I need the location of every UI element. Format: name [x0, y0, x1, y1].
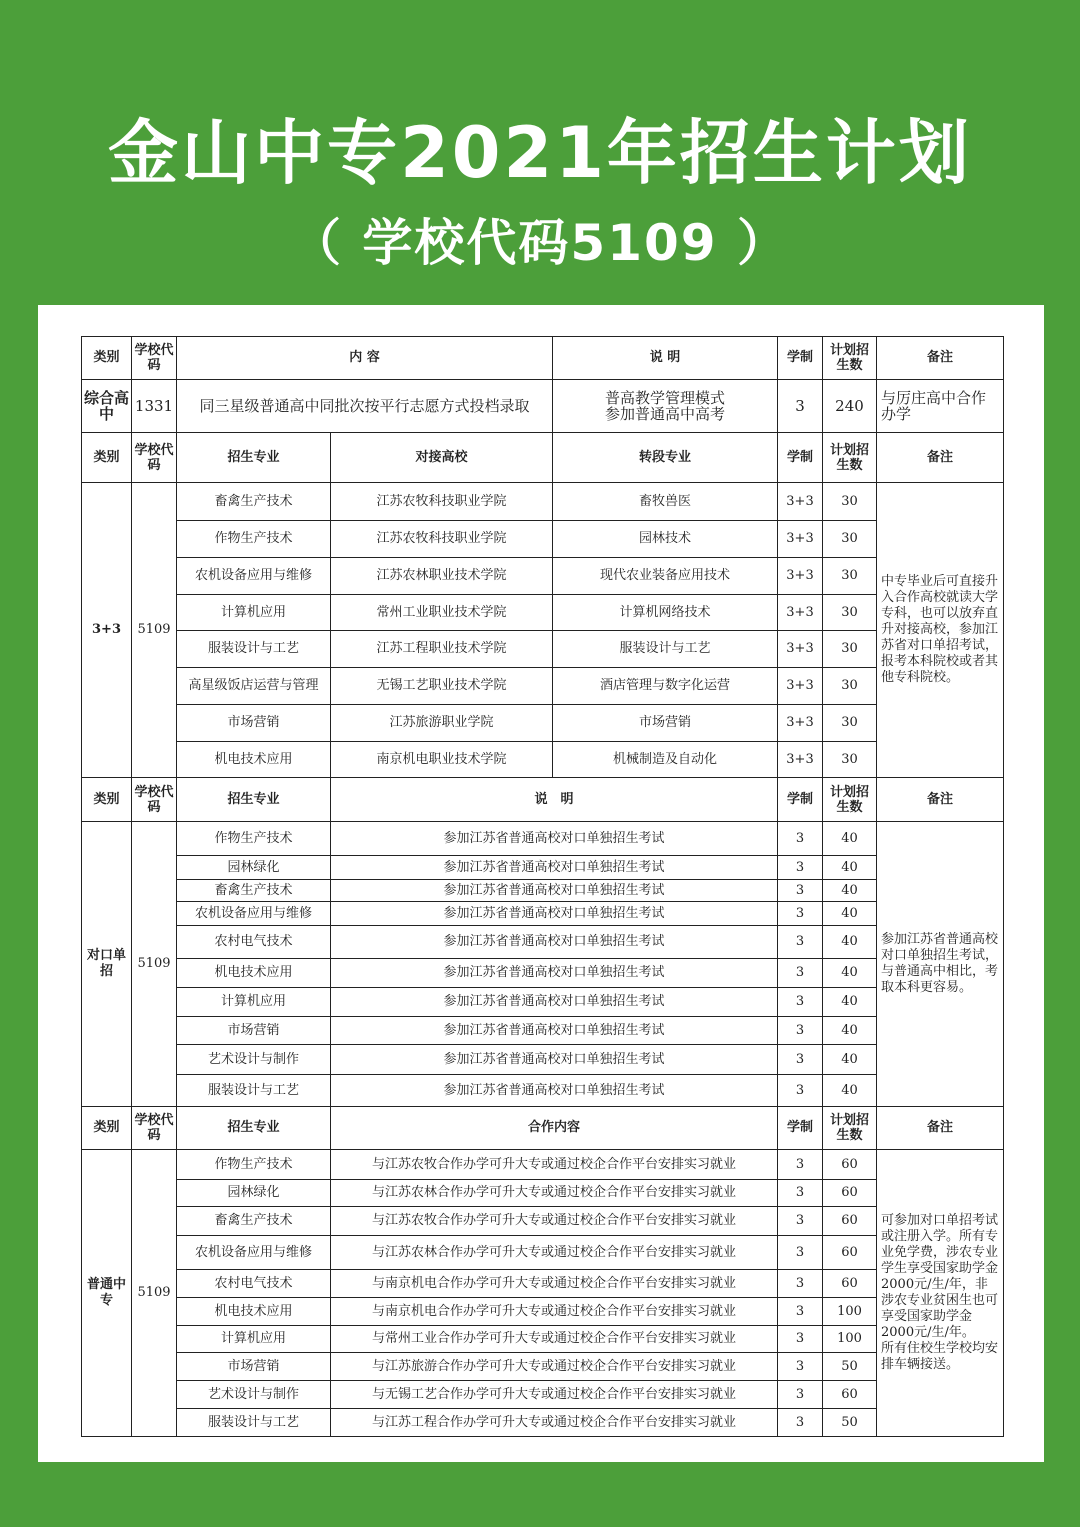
general-desc-line2: 参加普通高中高考 [604, 405, 725, 423]
plan-cell: 40 [823, 856, 877, 880]
header-row-general [82, 337, 1004, 380]
table-row [82, 1409, 1004, 1437]
plan-cell: 40 [823, 880, 877, 902]
major-cell: 机电技术应用 [177, 959, 331, 988]
plan-cell: 40 [823, 926, 877, 959]
header-years: 学制 [778, 1107, 823, 1150]
header-partner: 对接高校 [331, 433, 553, 483]
years-cell: 3 [778, 822, 823, 856]
partner-cell: 江苏农林职业技术学院 [331, 558, 553, 595]
table-row [82, 1236, 1004, 1270]
coop-cell: 与常州工业合作办学可升大专或通过校企合作平台安排实习就业 [331, 1326, 778, 1353]
major-cell: 畜禽生产技术 [177, 483, 331, 521]
general-desc [553, 380, 778, 433]
header-plan: 计划招生数 [823, 778, 877, 822]
major-cell: 市场营销 [177, 1017, 331, 1045]
general-remarks: 与厉庄高中合作办学 [877, 380, 1004, 433]
major-cell: 计算机应用 [177, 988, 331, 1017]
header-code: 学校代码 [132, 433, 177, 483]
plan-cell: 100 [823, 1326, 877, 1353]
table-row [82, 1353, 1004, 1381]
section-remarks: 参加江苏省普通高校对口单独招生考试，与普通高中相比，考取本科更容易。 [877, 822, 1004, 1107]
plan-cell: 40 [823, 988, 877, 1017]
table-row [82, 856, 1004, 880]
transfer-cell: 市场营销 [553, 705, 778, 742]
years-cell: 3+3 [778, 631, 823, 668]
page-subtitle: （ 学校代码5109 ） [291, 214, 789, 272]
major-cell: 畜禽生产技术 [177, 1207, 331, 1236]
plan-cell: 40 [823, 1017, 877, 1045]
section-remarks: 中专毕业后可直接升入合作高校就读大学专科，也可以放弃直升对接高校，参加江苏省对口单招考试，报考本科院校或者其他专科院校。 [877, 483, 1004, 778]
table-row [82, 822, 1004, 856]
header-major: 招生专业 [177, 778, 331, 822]
general-years: 3 [778, 380, 823, 433]
desc-cell: 参加江苏省普通高校对口单独招生考试 [331, 880, 778, 902]
header-row-pt [82, 1107, 1004, 1150]
transfer-cell: 计算机网络技术 [553, 595, 778, 631]
major-cell: 农机设备应用与维修 [177, 902, 331, 926]
years-cell: 3 [778, 1236, 823, 1270]
plan-cell: 40 [823, 1045, 877, 1075]
plan-cell: 40 [823, 822, 877, 856]
plan-cell: 30 [823, 631, 877, 668]
plan-cell: 30 [823, 558, 877, 595]
general-desc-line1: 普高教学管理模式 [604, 389, 725, 407]
coop-cell: 与江苏农牧合作办学可升大专或通过校企合作平台安排实习就业 [331, 1150, 778, 1180]
header-remarks: 备注 [877, 1107, 1004, 1150]
years-cell: 3 [778, 856, 823, 880]
section-remarks [877, 1150, 1004, 1437]
partner-cell: 常州工业职业技术学院 [331, 595, 553, 631]
header-content: 内 容 [177, 337, 553, 380]
years-cell: 3+3 [778, 742, 823, 778]
major-cell: 市场营销 [177, 1353, 331, 1381]
partner-cell: 江苏农牧科技职业学院 [331, 483, 553, 521]
plan-cell: 60 [823, 1150, 877, 1180]
years-cell: 3 [778, 1381, 823, 1409]
coop-cell: 与江苏农林合作办学可升大专或通过校企合作平台安排实习就业 [331, 1180, 778, 1207]
years-cell: 3 [778, 1017, 823, 1045]
major-cell: 农机设备应用与维修 [177, 1236, 331, 1270]
table-row [82, 1326, 1004, 1353]
years-cell: 3+3 [778, 483, 823, 521]
partner-cell: 江苏农牧科技职业学院 [331, 521, 553, 558]
desc-cell: 参加江苏省普通高校对口单独招生考试 [331, 822, 778, 856]
table-row [82, 1075, 1004, 1107]
major-cell: 艺术设计与制作 [177, 1381, 331, 1409]
header-years: 学制 [778, 433, 823, 483]
major-cell: 畜禽生产技术 [177, 880, 331, 902]
years-cell: 3 [778, 1207, 823, 1236]
enrollment-plan-table [81, 336, 1004, 1437]
years-cell: 3 [778, 1326, 823, 1353]
header-plan: 计划招生数 [823, 337, 877, 380]
section-category: 普通中专 [82, 1150, 132, 1437]
header-remarks: 备注 [877, 433, 1004, 483]
plan-cell: 40 [823, 902, 877, 926]
table-row [82, 1045, 1004, 1075]
section-category: 对口单招 [82, 822, 132, 1107]
table-row [82, 1017, 1004, 1045]
years-cell: 3 [778, 1150, 823, 1180]
header-category: 类别 [82, 1107, 132, 1150]
major-cell: 农机设备应用与维修 [177, 558, 331, 595]
years-cell: 3 [778, 1045, 823, 1075]
plan-cell: 100 [823, 1298, 877, 1326]
header-code: 学校代码 [132, 1107, 177, 1150]
years-cell: 3 [778, 902, 823, 926]
years-cell: 3 [778, 880, 823, 902]
major-cell: 作物生产技术 [177, 822, 331, 856]
general-code: 1331 [132, 380, 177, 433]
desc-cell: 参加江苏省普通高校对口单独招生考试 [331, 1045, 778, 1075]
header-years: 学制 [778, 778, 823, 822]
desc-cell: 参加江苏省普通高校对口单独招生考试 [331, 926, 778, 959]
plan-cell: 60 [823, 1381, 877, 1409]
plan-cell: 40 [823, 1075, 877, 1107]
header-plan: 计划招生数 [823, 433, 877, 483]
table-row [82, 631, 1004, 668]
plan-cell: 30 [823, 483, 877, 521]
section-remarks-line2: 所有住校生学校均安排车辆接送。 [881, 1341, 999, 1372]
transfer-cell: 畜牧兽医 [553, 483, 778, 521]
table-row [82, 1150, 1004, 1180]
general-category: 综合高中 [82, 380, 132, 433]
table-row [82, 558, 1004, 595]
desc-cell: 参加江苏省普通高校对口单独招生考试 [331, 1017, 778, 1045]
partner-cell: 江苏旅游职业学院 [331, 705, 553, 742]
desc-cell: 参加江苏省普通高校对口单独招生考试 [331, 902, 778, 926]
major-cell: 作物生产技术 [177, 521, 331, 558]
header-category: 类别 [82, 337, 132, 380]
table-row [82, 902, 1004, 926]
coop-cell: 与南京机电合作办学可升大专或通过校企合作平台安排实习就业 [331, 1298, 778, 1326]
years-cell: 3 [778, 1075, 823, 1107]
major-cell: 农村电气技术 [177, 1270, 331, 1298]
section-code: 5109 [132, 1150, 177, 1437]
header-category: 类别 [82, 433, 132, 483]
major-cell: 艺术设计与制作 [177, 1045, 331, 1075]
partner-cell: 南京机电职业技术学院 [331, 742, 553, 778]
major-cell: 机电技术应用 [177, 1298, 331, 1326]
years-cell: 3 [778, 1298, 823, 1326]
transfer-cell: 酒店管理与数字化运营 [553, 668, 778, 705]
plan-cell: 60 [823, 1180, 877, 1207]
header-years: 学制 [778, 337, 823, 380]
years-cell: 3 [778, 926, 823, 959]
general-plan: 240 [823, 380, 877, 433]
table-row [82, 1381, 1004, 1409]
general-content: 同三星级普通高中同批次按平行志愿方式投档录取 [177, 380, 553, 433]
table-row [82, 988, 1004, 1017]
header-code: 学校代码 [132, 337, 177, 380]
plan-cell: 30 [823, 668, 877, 705]
years-cell: 3 [778, 1353, 823, 1381]
table-row [82, 1270, 1004, 1298]
table-row [82, 1180, 1004, 1207]
coop-cell: 与江苏农林合作办学可升大专或通过校企合作平台安排实习就业 [331, 1236, 778, 1270]
years-cell: 3+3 [778, 668, 823, 705]
header-category: 类别 [82, 778, 132, 822]
partner-cell: 江苏工程职业技术学院 [331, 631, 553, 668]
coop-cell: 与南京机电合作办学可升大专或通过校企合作平台安排实习就业 [331, 1270, 778, 1298]
page-title: 金山中专2021年招生计划 [108, 112, 972, 194]
plan-cell: 50 [823, 1353, 877, 1381]
header-desc: 说 明 [331, 778, 778, 822]
section-code: 5109 [132, 483, 177, 778]
major-cell: 服装设计与工艺 [177, 1075, 331, 1107]
major-cell: 高星级饭店运营与管理 [177, 668, 331, 705]
years-cell: 3+3 [778, 558, 823, 595]
header-major: 招生专业 [177, 1107, 331, 1150]
header-remarks: 备注 [877, 337, 1004, 380]
major-cell: 园林绿化 [177, 856, 331, 880]
table-row [82, 705, 1004, 742]
plan-cell: 40 [823, 959, 877, 988]
coop-cell: 与江苏旅游合作办学可升大专或通过校企合作平台安排实习就业 [331, 1353, 778, 1381]
years-cell: 3+3 [778, 521, 823, 558]
years-cell: 3 [778, 1180, 823, 1207]
years-cell: 3 [778, 1409, 823, 1437]
transfer-cell: 服装设计与工艺 [553, 631, 778, 668]
header-remarks: 备注 [877, 778, 1004, 822]
table-row [82, 880, 1004, 902]
major-cell: 作物生产技术 [177, 1150, 331, 1180]
years-cell: 3+3 [778, 705, 823, 742]
header-transfer: 转段专业 [553, 433, 778, 483]
years-cell: 3 [778, 988, 823, 1017]
table-row [82, 668, 1004, 705]
plan-cell: 30 [823, 742, 877, 778]
years-cell: 3 [778, 1270, 823, 1298]
transfer-cell: 现代农业装备应用技术 [553, 558, 778, 595]
major-cell: 机电技术应用 [177, 742, 331, 778]
table-row [82, 959, 1004, 988]
major-cell: 园林绿化 [177, 1180, 331, 1207]
plan-cell: 60 [823, 1236, 877, 1270]
plan-cell: 30 [823, 705, 877, 742]
major-cell: 市场营销 [177, 705, 331, 742]
years-cell: 3 [778, 959, 823, 988]
header-row-33 [82, 433, 1004, 483]
table-panel [38, 305, 1044, 1462]
plan-cell: 30 [823, 521, 877, 558]
major-cell: 农村电气技术 [177, 926, 331, 959]
header-desc: 说 明 [553, 337, 778, 380]
coop-cell: 与江苏农牧合作办学可升大专或通过校企合作平台安排实习就业 [331, 1207, 778, 1236]
partner-cell: 无锡工艺职业技术学院 [331, 668, 553, 705]
table-row [82, 483, 1004, 521]
major-cell: 计算机应用 [177, 595, 331, 631]
major-cell: 服装设计与工艺 [177, 1409, 331, 1437]
desc-cell: 参加江苏省普通高校对口单独招生考试 [331, 856, 778, 880]
plan-cell: 30 [823, 595, 877, 631]
coop-cell: 与无锡工艺合作办学可升大专或通过校企合作平台安排实习就业 [331, 1381, 778, 1409]
general-row [82, 380, 1004, 433]
table-row [82, 742, 1004, 778]
plan-cell: 60 [823, 1207, 877, 1236]
coop-cell: 与江苏工程合作办学可升大专或通过校企合作平台安排实习就业 [331, 1409, 778, 1437]
plan-cell: 60 [823, 1270, 877, 1298]
transfer-cell: 机械制造及自动化 [553, 742, 778, 778]
plan-cell: 50 [823, 1409, 877, 1437]
table-row [82, 926, 1004, 959]
table-row [82, 595, 1004, 631]
section-category: 3+3 [82, 483, 132, 778]
header-code: 学校代码 [132, 778, 177, 822]
years-cell: 3+3 [778, 595, 823, 631]
header-plan: 计划招生数 [823, 1107, 877, 1150]
desc-cell: 参加江苏省普通高校对口单独招生考试 [331, 988, 778, 1017]
table-row [82, 1298, 1004, 1326]
transfer-cell: 园林技术 [553, 521, 778, 558]
header-row-dk [82, 778, 1004, 822]
table-row [82, 521, 1004, 558]
desc-cell: 参加江苏省普通高校对口单独招生考试 [331, 959, 778, 988]
major-cell: 服装设计与工艺 [177, 631, 331, 668]
desc-cell: 参加江苏省普通高校对口单独招生考试 [331, 1075, 778, 1107]
table-row [82, 1207, 1004, 1236]
header-major: 招生专业 [177, 433, 331, 483]
section-code: 5109 [132, 822, 177, 1107]
section-remarks-line1: 可参加对口单招考试或注册入学。所有专业免学费，涉农专业学生享受国家助学金2000元/生/年，非涉农专业贫困生也可享受国家助学金2000元/生/年。 [881, 1213, 999, 1340]
major-cell: 计算机应用 [177, 1326, 331, 1353]
header-coop: 合作内容 [331, 1107, 778, 1150]
